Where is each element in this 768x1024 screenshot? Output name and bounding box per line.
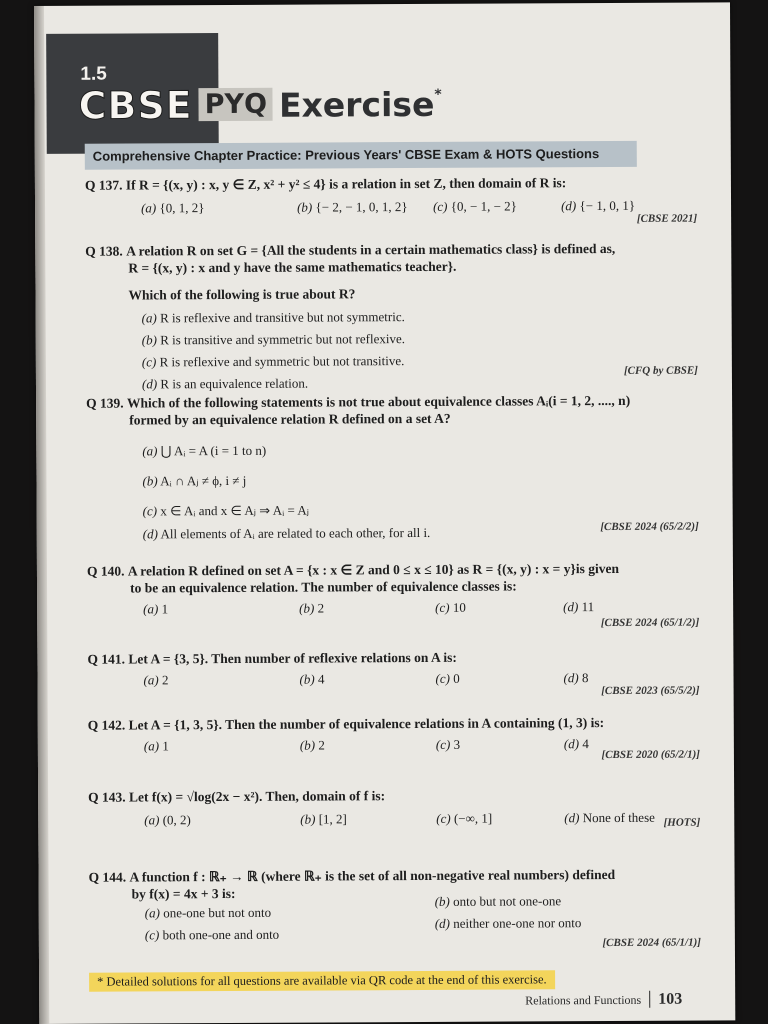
question-text-line-2: by f(x) = 4x + 3 is: xyxy=(131,885,236,902)
option-c: (c) (−∞, 1] xyxy=(436,810,493,826)
option-a: (a) 2 xyxy=(143,672,169,688)
option-a: (a) ⋃ Aᵢ = A (i = 1 to n) xyxy=(142,442,267,459)
question-text-line-3: Which of the following is true about R? xyxy=(128,286,356,303)
question-144 xyxy=(89,867,701,950)
question-text-line-1: Which of the following statements is not true about equivalence classes Aᵢ(i = 1, 2, ...., n) xyxy=(126,392,631,411)
option-a: (a) 1 xyxy=(143,738,169,754)
option-a: (a) (0, 2) xyxy=(144,812,191,828)
question-142 xyxy=(88,715,700,761)
source-tag: [CBSE 2024 (65/2/2)] xyxy=(600,520,699,534)
source-tag: [CFQ by CBSE] xyxy=(623,364,698,377)
question-number: Q 142. xyxy=(87,717,126,733)
option-a: (a) {0, 1, 2} xyxy=(141,199,205,216)
question-text: Let A = {3, 5}. Then number of reflexive relations on A is: xyxy=(128,649,457,667)
footer-solutions-note: * Detailed solutions for all questions are available via QR code at the end of this exercise. xyxy=(89,970,555,991)
question-139 xyxy=(86,393,699,543)
option-c: (c) both one-one and onto xyxy=(144,926,280,943)
question-text: If R = {(x, y) : x, y ∈ Z, x² + y² ≤ 4} is a relation in set Z, then domain of R is: xyxy=(125,175,567,193)
option-b: (b) R is transitive and symmetric but not reflexive. xyxy=(141,330,405,348)
option-b: (b) {− 2, − 1, 0, 1, 2} xyxy=(297,198,408,215)
question-number: Q 143. xyxy=(88,789,126,805)
option-d: (d) {− 1, 0, 1} xyxy=(561,197,636,214)
title-pyq: PYQ xyxy=(199,88,273,121)
option-b: (b) onto but not one-one xyxy=(434,893,562,909)
option-b: (b) [1, 2] xyxy=(300,811,347,827)
question-text-line-2: formed by an equivalence relation R defined on a set A? xyxy=(129,410,451,428)
option-c: (c) 0 xyxy=(435,670,460,686)
option-a: (a) 1 xyxy=(143,601,169,617)
question-number: Q 138. xyxy=(85,243,123,259)
subtitle-banner: Comprehensive Chapter Practice: Previous Years' CBSE Exam & HOTS Questions xyxy=(85,141,637,170)
options-row xyxy=(85,197,697,222)
page-title xyxy=(78,82,441,128)
question-number: Q 137. xyxy=(84,177,123,193)
title-exercise: Exercise xyxy=(278,84,435,125)
option-b: (b) 2 xyxy=(299,600,325,616)
question-number: Q 139. xyxy=(86,395,124,411)
option-a: (a) R is reflexive and transitive but not symmetric. xyxy=(141,308,405,326)
question-text-line-2: to be an equivalence relation. The number of equivalence classes is: xyxy=(130,578,517,596)
option-b: (b) 4 xyxy=(299,671,325,687)
question-text-line-1: A relation R defined on set A = {x : x ∈ Z and 0 ≤ x ≤ 10} as R = {(x, y) : x = y}is given xyxy=(127,560,619,579)
option-c: (c) x ∈ Aᵢ and x ∈ Aⱼ ⇒ Aᵢ = Aⱼ xyxy=(142,502,309,519)
title-cbse: CBSE xyxy=(78,83,193,128)
option-c: (c) 3 xyxy=(435,736,461,752)
option-d: (d) 8 xyxy=(563,669,589,686)
chapter-name: Relations and Functions xyxy=(525,992,642,1008)
page-number: 103 xyxy=(649,991,682,1008)
option-c: (c) R is reflexive and symmetric but not transitive. xyxy=(141,353,405,370)
question-138 xyxy=(85,241,698,394)
option-b: (b) 2 xyxy=(299,737,325,753)
question-141 xyxy=(87,649,700,698)
option-d: (d) 4 xyxy=(563,735,589,752)
option-d: (d) 11 xyxy=(563,598,595,614)
question-number: Q 141. xyxy=(87,651,125,667)
question-140 xyxy=(86,560,700,630)
source-tag: [CBSE 2024 (65/1/2)] xyxy=(600,616,700,630)
source-tag: [HOTS] xyxy=(663,816,701,829)
question-text-line-2: R = {(x, y) : x and y have the same mathematics teacher}. xyxy=(128,258,457,276)
question-text: Let A = {1, 3, 5}. Then the number of equivalence relations in A containing (1, 3) is: xyxy=(128,715,605,733)
question-137 xyxy=(85,175,697,223)
question-143 xyxy=(88,787,700,835)
option-d: (d) None of these xyxy=(564,809,655,826)
question-text: Let f(x) = √log(2x − x²). Then, domain of f is: xyxy=(128,788,386,805)
option-d: (d) All elements of Aᵢ are related to each other, for all i. xyxy=(142,524,431,541)
textbook-page xyxy=(34,2,735,1024)
source-tag: [CBSE 2024 (65/1/1)] xyxy=(602,936,701,950)
question-number: Q 144. xyxy=(88,869,127,885)
title-star: * xyxy=(434,86,442,103)
option-b: (b) Aᵢ ∩ Aⱼ ≠ ϕ, i ≠ j xyxy=(142,472,247,489)
source-tag: [CBSE 2023 (65/5/2)] xyxy=(601,684,700,698)
option-d: (d) neither one-one nor onto xyxy=(434,914,582,931)
option-d: (d) R is an equivalence relation. xyxy=(141,375,309,392)
footer-chapter-page xyxy=(525,991,682,1010)
question-text-line-1: A relation R on set G = {All the students in a certain mathematics class} is defined as, xyxy=(126,240,616,259)
source-tag: [CBSE 2021] xyxy=(636,212,698,225)
option-a: (a) one-one but not onto xyxy=(144,904,272,921)
question-text-line-1: A function f : ℝ₊ → ℝ (where ℝ₊ is the set of all non-negative real numbers) defined xyxy=(129,866,616,885)
page-spine-shadow xyxy=(34,6,49,1024)
question-number: Q 140. xyxy=(86,563,125,579)
section-number: 1.5 xyxy=(80,63,107,85)
options-row xyxy=(88,809,700,834)
option-c: (c) 10 xyxy=(435,599,466,615)
option-c: (c) {0, − 1, − 2} xyxy=(433,198,517,214)
source-tag: [CBSE 2020 (65/2/1)] xyxy=(601,748,700,762)
